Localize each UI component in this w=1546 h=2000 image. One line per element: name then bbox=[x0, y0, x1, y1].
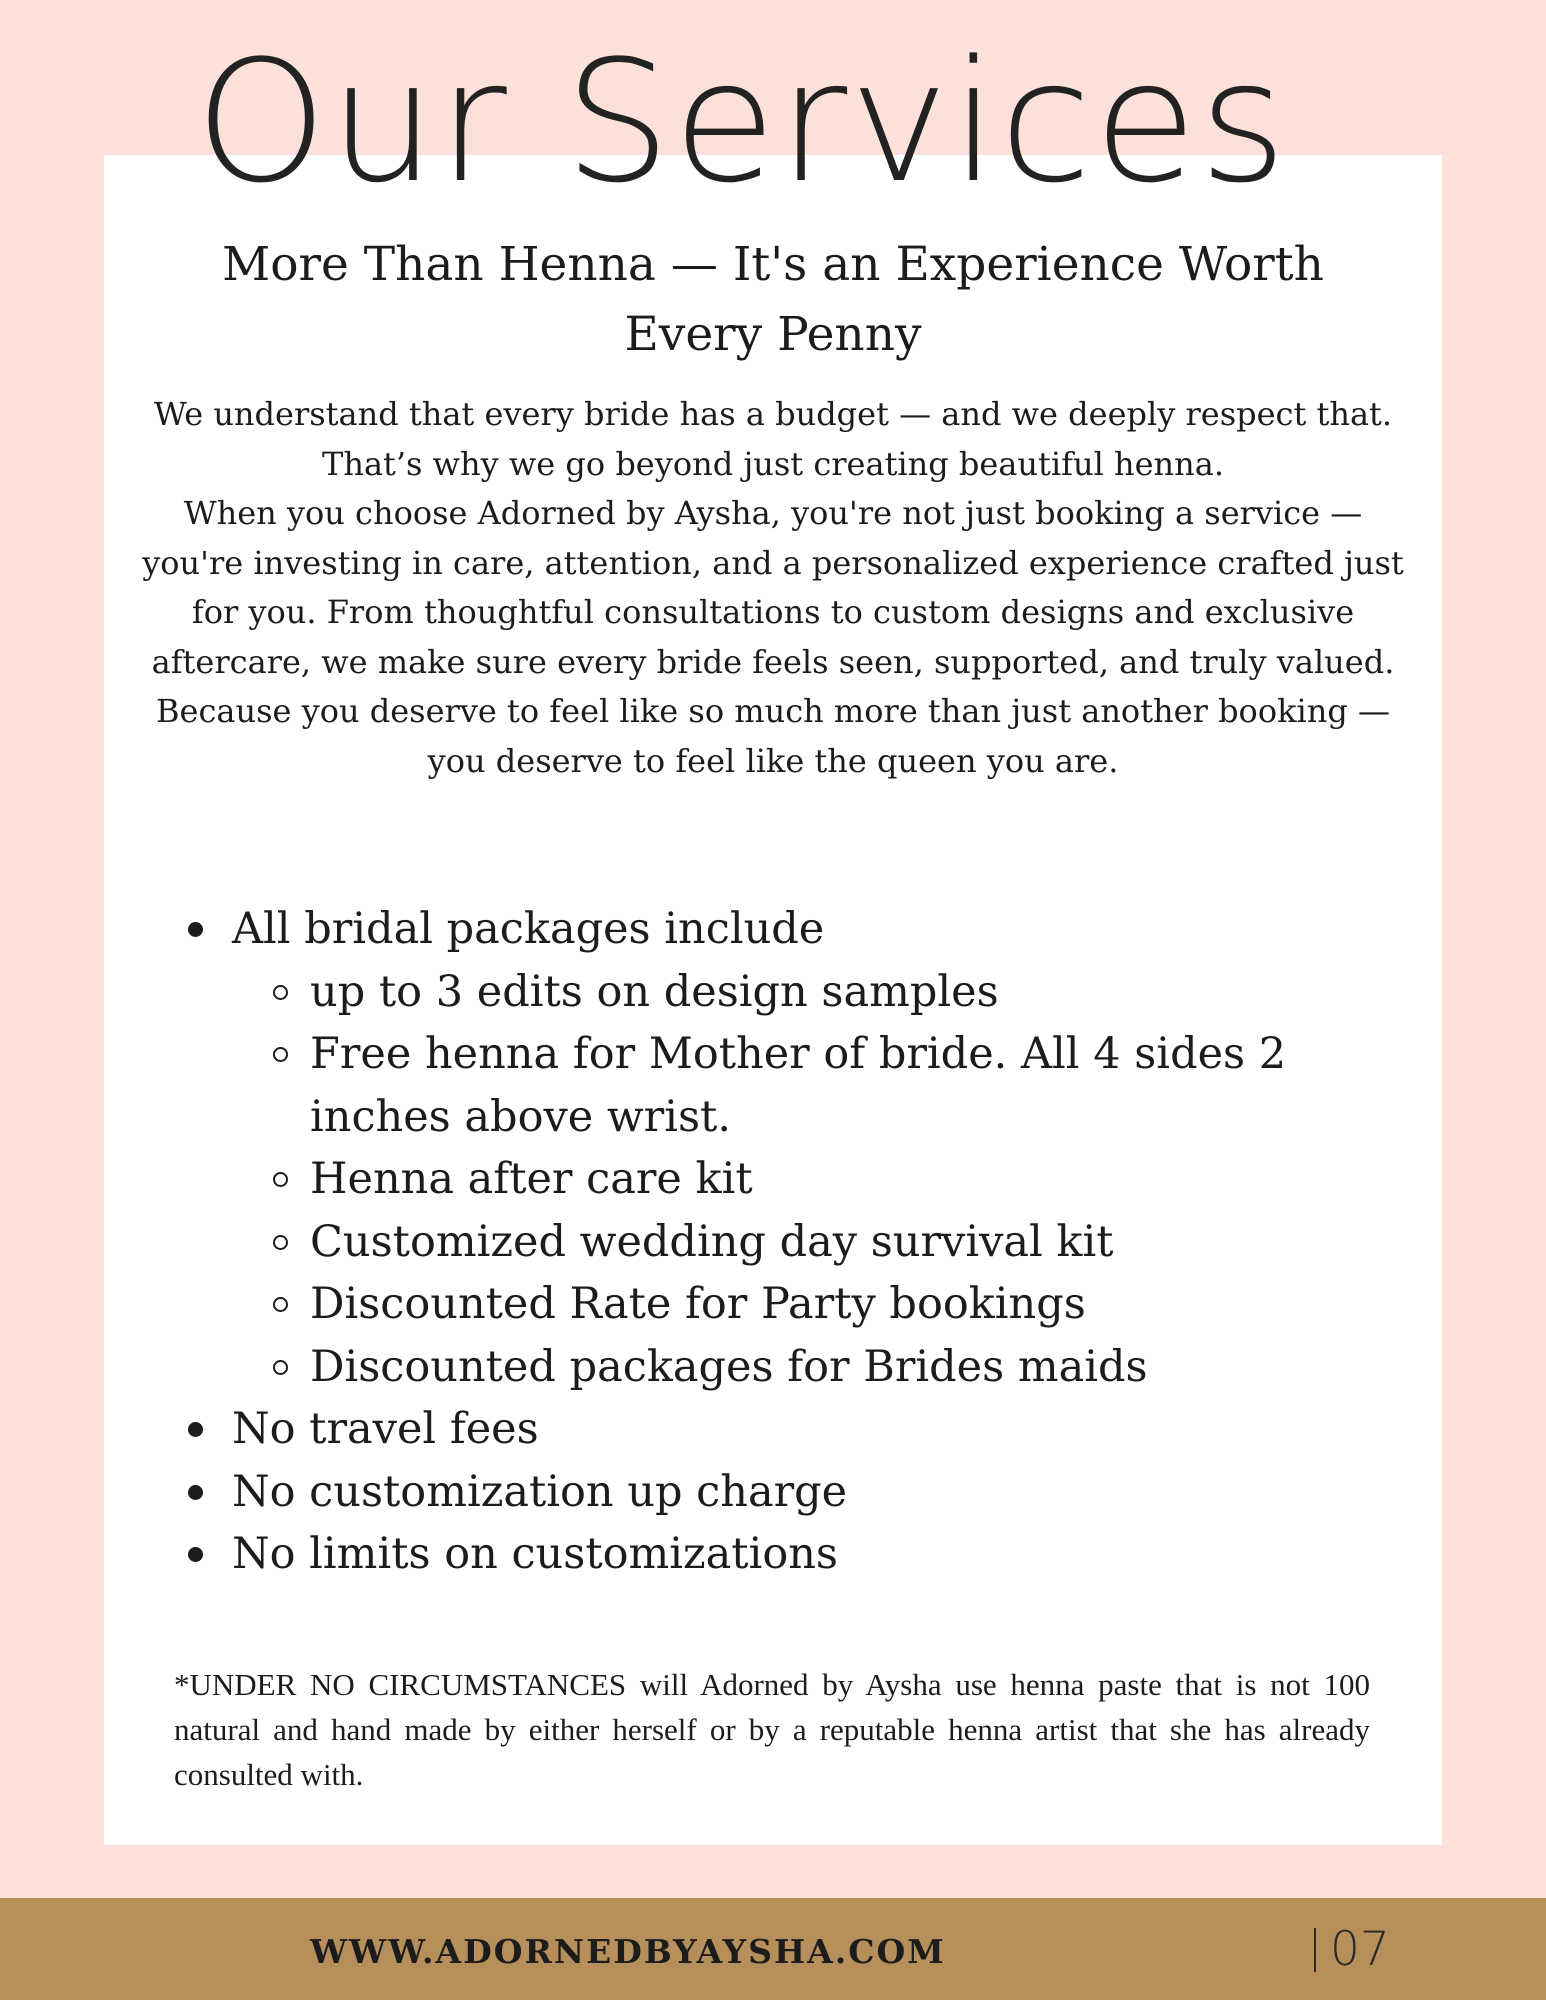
sub-list-item-text: Free henna for Mother of bride. All 4 sides 2 inches above wrist. bbox=[310, 1029, 1287, 1142]
sub-list-item bbox=[310, 1211, 1420, 1274]
sub-list-item bbox=[310, 961, 1420, 1024]
list-item-text: All bridal packages include bbox=[232, 904, 825, 954]
intro-paragraph: When you choose Adorned by Aysha, you're not just booking a service — you're investing in care, attention, and a personalized experience crafted just for you. From thoughtful consultations to custom designs and exclusive aftercare, we make sure every bride feels seen, supported, and truly valued. bbox=[142, 494, 1404, 681]
package-includes-list bbox=[232, 961, 1420, 1399]
services-list bbox=[180, 898, 1420, 1586]
list-item bbox=[180, 1398, 1420, 1461]
bullet-icon bbox=[188, 922, 203, 937]
list-item bbox=[180, 898, 1420, 1398]
sub-list-item-text: Henna after care kit bbox=[310, 1154, 753, 1204]
website-link[interactable]: WWW.ADORNEDBYAYSHA.COM bbox=[310, 1932, 946, 1971]
page-title: Our Services bbox=[195, 24, 1289, 220]
sub-list-item-text: Customized wedding day survival kit bbox=[310, 1216, 1114, 1267]
sub-list-item bbox=[310, 1023, 1420, 1148]
hollow-bullet-icon bbox=[273, 985, 288, 1000]
intro-paragraph: We understand that every bride has a budget — and we deeply respect that. That’s why we go beyond just creating beautiful henna. bbox=[153, 395, 1393, 483]
bullet-icon bbox=[188, 1422, 203, 1437]
sub-list-item-text: Discounted packages for Brides maids bbox=[310, 1341, 1148, 1392]
intro-text bbox=[140, 390, 1406, 786]
page-number-divider bbox=[1314, 1928, 1316, 1972]
sub-list-item-text: Discounted Rate for Party bookings bbox=[310, 1279, 1086, 1329]
hollow-bullet-icon bbox=[273, 1172, 288, 1187]
bullet-icon bbox=[188, 1485, 203, 1500]
sub-list-item-text: up to 3 edits on design samples bbox=[310, 966, 999, 1017]
disclaimer-text: *UNDER NO CIRCUMSTANCES will Adorned by Aysha use henna paste that is not 100 natural and hand made by either herself or by a reputable henna artist that she has already consulted with. bbox=[174, 1667, 1370, 1792]
hollow-bullet-icon bbox=[273, 1360, 288, 1375]
list-item bbox=[180, 1523, 1420, 1586]
sub-list-item bbox=[310, 1336, 1420, 1399]
page-number: 07 bbox=[1330, 1922, 1390, 1977]
list-item-text: No limits on customizations bbox=[232, 1529, 838, 1579]
list-item bbox=[180, 1461, 1420, 1524]
sub-list-item bbox=[310, 1273, 1420, 1336]
list-item-text: No customization up charge bbox=[232, 1466, 848, 1517]
bullet-icon bbox=[188, 1547, 203, 1562]
hollow-bullet-icon bbox=[273, 1047, 288, 1062]
sub-list-item bbox=[310, 1148, 1420, 1211]
intro-paragraph: Because you deserve to feel like so much more than just another booking — you deserve to feel like the queen you are. bbox=[156, 692, 1390, 780]
page-subtitle: More Than Henna — It's an Experience Worth Every Penny bbox=[222, 237, 1324, 362]
hollow-bullet-icon bbox=[273, 1235, 288, 1250]
hollow-bullet-icon bbox=[273, 1297, 288, 1312]
list-item-text: No travel fees bbox=[232, 1404, 539, 1454]
